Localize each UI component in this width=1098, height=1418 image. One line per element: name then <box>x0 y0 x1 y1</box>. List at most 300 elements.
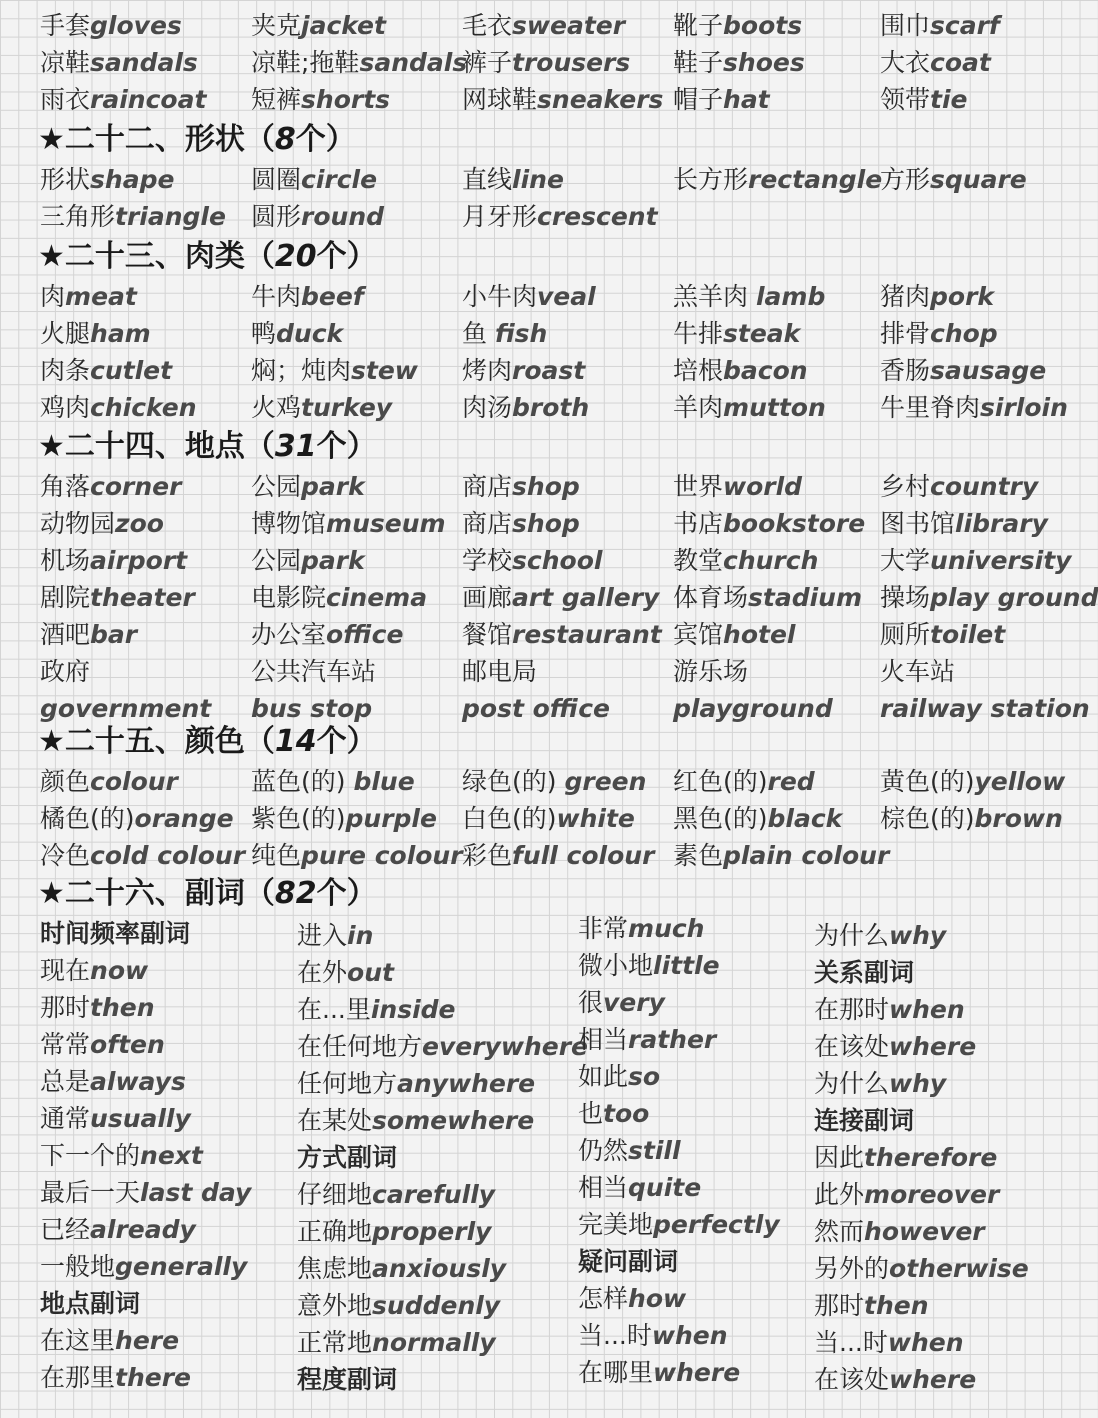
section-title-count: 20 <box>274 239 317 274</box>
english-term: sandals <box>359 48 468 77</box>
vocab-row <box>0 654 1080 690</box>
vocab-row <box>0 506 1080 542</box>
english-term: sandals <box>90 48 198 77</box>
english-term: ham <box>90 319 151 348</box>
vocab-entry <box>40 390 197 426</box>
adverb-entry <box>40 1101 191 1137</box>
english-term: why <box>889 1069 947 1098</box>
chinese-term: 总是 <box>40 1067 91 1096</box>
chinese-term: 商店 <box>462 472 513 501</box>
english-term: quite <box>628 1173 702 1202</box>
vocab-entry <box>673 838 889 874</box>
chinese-term: 小牛肉 <box>462 282 538 311</box>
adverb-entry <box>578 1133 681 1169</box>
chinese-term: 政府 <box>40 657 91 686</box>
english-term: university <box>930 546 1072 575</box>
english-term: chop <box>930 319 998 348</box>
vocab-entry <box>40 617 137 653</box>
english-term: shape <box>90 165 175 194</box>
chinese-term: 在哪里 <box>578 1358 654 1387</box>
vocab-entry <box>880 316 998 352</box>
chinese-term: 相当 <box>578 1173 629 1202</box>
adverb-entry <box>814 1251 1029 1287</box>
chinese-term: 意外地 <box>297 1291 373 1320</box>
english-term: already <box>90 1215 196 1244</box>
chinese-term: 火鸡 <box>251 393 302 422</box>
vocab-row <box>0 316 1080 352</box>
chinese-term: 地点副词 <box>40 1289 141 1318</box>
vocab-entry <box>251 654 376 690</box>
english-term: broth <box>512 393 590 422</box>
vocab-entry <box>673 691 833 727</box>
adverb-entry <box>814 918 946 954</box>
english-term: school <box>512 546 603 575</box>
chinese-term: 在...里 <box>297 995 371 1024</box>
vocab-entry <box>251 506 446 542</box>
adverb-entry <box>814 1362 976 1398</box>
adverb-entry <box>297 1251 506 1287</box>
vocab-entry <box>251 199 384 235</box>
adverb-entry <box>297 918 373 954</box>
adverb-entry <box>297 955 394 991</box>
section-title-prefix: ★二十四、地点（ <box>38 429 275 464</box>
english-term: shorts <box>301 85 391 114</box>
chinese-term: 在那里 <box>40 1363 116 1392</box>
vocab-entry <box>462 82 663 118</box>
english-term: yellow <box>974 767 1066 796</box>
chinese-term: 黑色(的) <box>673 804 768 833</box>
english-term: there <box>115 1363 192 1392</box>
adverb-entry <box>814 1288 929 1324</box>
adverb-entry <box>297 1029 588 1065</box>
vocab-entry <box>40 506 164 542</box>
vocab-entry <box>880 506 1048 542</box>
vocab-entry <box>251 838 463 874</box>
chinese-term: 香肠 <box>880 356 931 385</box>
chinese-term: 非常 <box>578 914 629 943</box>
chinese-term: 焦虑地 <box>297 1254 373 1283</box>
vocab-entry <box>462 691 610 727</box>
english-term: theater <box>90 583 195 612</box>
adverb-entry <box>40 1360 191 1396</box>
vocab-row <box>0 469 1080 505</box>
english-term: bacon <box>723 356 808 385</box>
chinese-term: 肉条 <box>40 356 91 385</box>
english-term: everywhere <box>422 1032 588 1061</box>
chinese-term: 培根 <box>673 356 724 385</box>
english-term: office <box>326 620 404 649</box>
vocab-entry <box>880 543 1071 579</box>
english-term: somewhere <box>372 1106 535 1135</box>
chinese-term: 仔细地 <box>297 1180 373 1209</box>
chinese-term: 时间频率副词 <box>40 919 191 948</box>
chinese-term: 鞋子 <box>673 48 724 77</box>
english-term: suddenly <box>372 1291 501 1320</box>
english-term: why <box>889 921 947 950</box>
vocab-row <box>0 580 1098 616</box>
chinese-term: 公园 <box>251 546 302 575</box>
english-term: sausage <box>930 356 1047 385</box>
english-term: scarf <box>930 11 1000 40</box>
chinese-term: 排骨 <box>880 319 931 348</box>
vocab-entry <box>251 353 418 389</box>
chinese-term: 程度副词 <box>297 1365 398 1394</box>
chinese-term: 公园 <box>251 472 302 501</box>
adverb-entry <box>814 1140 997 1176</box>
vocab-entry <box>40 469 181 505</box>
chinese-term: 肉 <box>40 282 66 311</box>
english-term: steak <box>723 319 801 348</box>
chinese-term: 厕所 <box>880 620 931 649</box>
chinese-term: 世界 <box>673 472 724 501</box>
english-term: beef <box>301 282 364 311</box>
vocab-entry <box>251 543 365 579</box>
chinese-term: 很 <box>578 988 604 1017</box>
english-term: line <box>512 165 564 194</box>
english-term: bar <box>90 620 138 649</box>
english-term: too <box>603 1099 650 1128</box>
chinese-term: 学校 <box>462 546 513 575</box>
chinese-term: 方形 <box>880 165 931 194</box>
vocab-entry <box>673 162 882 198</box>
english-term: sweater <box>512 11 626 40</box>
chinese-term: 毛衣 <box>462 11 513 40</box>
chinese-term: 进入 <box>297 921 348 950</box>
chinese-term: 裤子 <box>462 48 513 77</box>
english-term: generally <box>115 1252 248 1281</box>
english-term: raincoat <box>90 85 207 114</box>
adverb-entry <box>297 992 456 1028</box>
chinese-term: 在该处 <box>814 1365 890 1394</box>
vocab-entry <box>40 45 198 81</box>
chinese-term: 在外 <box>297 958 348 987</box>
section-title-suffix: 个） <box>316 429 377 464</box>
english-term: veal <box>537 282 596 311</box>
vocab-entry <box>673 764 815 800</box>
chinese-term: 商店 <box>462 509 513 538</box>
vocab-entry <box>40 279 137 315</box>
vocab-entry <box>251 8 386 44</box>
chinese-term: 疑问副词 <box>578 1247 679 1276</box>
english-term: meat <box>65 282 137 311</box>
adverb-entry <box>578 985 665 1021</box>
english-term: when <box>651 1321 728 1350</box>
adverb-category-heading <box>40 1286 140 1322</box>
adverb-entry <box>40 1027 165 1063</box>
vocab-entry <box>673 469 802 505</box>
chinese-term: 宾馆 <box>673 620 724 649</box>
section-title <box>38 427 377 467</box>
chinese-term: 博物馆 <box>251 509 327 538</box>
section-title <box>38 874 377 914</box>
chinese-term: 如此 <box>578 1062 629 1091</box>
vocab-entry <box>251 764 415 800</box>
chinese-term: 公共汽车站 <box>251 657 377 686</box>
english-term: cinema <box>326 583 428 612</box>
english-term: shop <box>512 509 580 538</box>
english-term: plain colour <box>723 841 890 870</box>
section-title-prefix: ★二十六、副词（ <box>38 876 275 911</box>
english-term: carefully <box>372 1180 496 1209</box>
english-term: playground <box>673 694 833 723</box>
chinese-term: 然而 <box>814 1217 865 1246</box>
vocab-entry <box>251 45 467 81</box>
english-term: government <box>40 694 212 723</box>
chinese-term: 凉鞋 <box>40 48 91 77</box>
vocab-entry <box>40 801 234 837</box>
chinese-term: 也 <box>578 1099 604 1128</box>
english-term: round <box>301 202 385 231</box>
vocab-entry <box>880 279 994 315</box>
english-term: shop <box>512 472 580 501</box>
english-term: shoes <box>723 48 805 77</box>
chinese-term: 角落 <box>40 472 91 501</box>
english-term: inside <box>370 995 456 1024</box>
english-term: park <box>301 546 365 575</box>
english-term: in <box>347 921 374 950</box>
vocab-entry <box>462 390 589 426</box>
adverb-entry <box>40 1064 186 1100</box>
chinese-term: 鱼 <box>462 319 495 348</box>
english-term: where <box>889 1032 977 1061</box>
chinese-term: 在任何地方 <box>297 1032 423 1061</box>
vocab-entry <box>462 764 646 800</box>
section-title-count: 31 <box>274 429 317 464</box>
chinese-term: 邮电局 <box>462 657 538 686</box>
english-term: boots <box>723 11 803 40</box>
vocab-row <box>0 82 1080 118</box>
section-title-count: 8 <box>274 122 296 157</box>
vocab-entry <box>673 279 825 315</box>
chinese-term: 剧院 <box>40 583 91 612</box>
vocab-entry <box>880 45 991 81</box>
chinese-term: 图书馆 <box>880 509 956 538</box>
english-term: square <box>930 165 1027 194</box>
chinese-term: 现在 <box>40 956 91 985</box>
chinese-term: 鸭 <box>251 319 277 348</box>
english-term: park <box>301 472 365 501</box>
english-term: triangle <box>115 202 226 231</box>
english-term: otherwise <box>889 1254 1029 1283</box>
english-term: next <box>140 1141 203 1170</box>
section-title-count: 14 <box>274 724 317 759</box>
vocab-entry <box>673 8 802 44</box>
chinese-term: 通常 <box>40 1104 91 1133</box>
adverb-entry <box>40 1138 203 1174</box>
english-term: out <box>347 958 394 987</box>
english-term: jacket <box>301 11 386 40</box>
section-title-suffix: 个） <box>316 876 377 911</box>
english-term: museum <box>326 509 446 538</box>
chinese-term: 手套 <box>40 11 91 40</box>
vocab-entry <box>251 82 390 118</box>
chinese-term: 机场 <box>40 546 91 575</box>
chinese-term: 牛肉 <box>251 282 302 311</box>
vocab-entry <box>462 801 635 837</box>
adverb-entry <box>297 1177 495 1213</box>
vocab-row <box>0 45 1080 81</box>
chinese-term: 电影院 <box>251 583 327 612</box>
vocab-entry <box>673 543 818 579</box>
adverb-entry <box>297 1288 500 1324</box>
vocab-entry <box>673 45 805 81</box>
chinese-term: 白色(的) <box>462 804 557 833</box>
english-term: so <box>628 1062 661 1091</box>
chinese-term: 棕色(的) <box>880 804 975 833</box>
chinese-term: 直线 <box>462 165 513 194</box>
chinese-term: 肉汤 <box>462 393 513 422</box>
adverb-category-heading <box>40 916 190 952</box>
adverb-entry <box>578 1022 716 1058</box>
chinese-term: 此外 <box>814 1180 865 1209</box>
adverb-category-heading <box>814 1103 914 1139</box>
english-term: stadium <box>748 583 863 612</box>
adverb-entry <box>40 1175 251 1211</box>
chinese-term: 大衣 <box>880 48 931 77</box>
vocab-entry <box>462 162 564 198</box>
adverb-entry <box>814 1029 976 1065</box>
section-title-suffix: 个） <box>295 122 356 157</box>
vocab-entry <box>673 353 808 389</box>
vocab-entry <box>462 543 602 579</box>
english-term: gloves <box>90 11 182 40</box>
chinese-term: 餐馆 <box>462 620 513 649</box>
vocab-row <box>0 353 1080 389</box>
english-term: black <box>767 804 843 833</box>
adverb-entry <box>297 1103 534 1139</box>
vocab-entry <box>251 162 377 198</box>
vocab-row <box>0 8 1080 44</box>
vocab-entry <box>251 469 365 505</box>
section-title-count: 82 <box>274 876 317 911</box>
chinese-term: 圆形 <box>251 202 302 231</box>
chinese-term: 完美地 <box>578 1210 654 1239</box>
chinese-term: 乡村 <box>880 472 931 501</box>
english-term: trousers <box>512 48 631 77</box>
adverb-entry <box>578 1059 660 1095</box>
english-term: bus stop <box>251 694 373 723</box>
vocab-entry <box>880 764 1065 800</box>
adverb-entry <box>814 1066 946 1102</box>
english-term: library <box>955 509 1048 538</box>
section-title-suffix: 个） <box>316 724 377 759</box>
english-term: toilet <box>930 620 1006 649</box>
english-term: purple <box>345 804 437 833</box>
vocab-entry <box>462 506 580 542</box>
chinese-term: 焖；炖肉 <box>251 356 352 385</box>
vocab-entry <box>40 199 226 235</box>
adverb-entry <box>297 1214 491 1250</box>
vocab-entry <box>462 279 596 315</box>
chinese-term: 靴子 <box>673 11 724 40</box>
english-term: restaurant <box>512 620 662 649</box>
chinese-term: 大学 <box>880 546 931 575</box>
chinese-term: 夹克 <box>251 11 302 40</box>
english-term: anxiously <box>372 1254 507 1283</box>
adverb-entry <box>40 990 155 1026</box>
chinese-term: 怎样 <box>578 1284 629 1313</box>
vocab-entry <box>251 316 343 352</box>
vocab-entry <box>40 353 172 389</box>
vocab-entry <box>251 279 364 315</box>
chinese-term: 形状 <box>40 165 91 194</box>
english-term: where <box>653 1358 741 1387</box>
english-term: full colour <box>512 841 655 870</box>
chinese-term: 微小地 <box>578 951 654 980</box>
english-term: fish <box>494 319 548 348</box>
chinese-term: 另外的 <box>814 1254 890 1283</box>
chinese-term: 在这里 <box>40 1326 116 1355</box>
section-title <box>38 120 356 160</box>
english-term: circle <box>301 165 378 194</box>
chinese-term: 正确地 <box>297 1217 373 1246</box>
chinese-term: 羊肉 <box>673 393 724 422</box>
english-term: art gallery <box>512 583 660 612</box>
english-term: tie <box>930 85 968 114</box>
english-term: white <box>556 804 635 833</box>
vocab-row <box>0 199 1080 235</box>
chinese-term: 圆圈 <box>251 165 302 194</box>
vocab-entry <box>880 82 968 118</box>
adverb-entry <box>578 1207 780 1243</box>
vocab-row <box>0 838 1080 874</box>
vocab-entry <box>40 654 90 690</box>
chinese-term: 仍然 <box>578 1136 629 1165</box>
chinese-term: 在某处 <box>297 1106 373 1135</box>
chinese-term: 在那时 <box>814 995 890 1024</box>
adverb-entry <box>814 1177 999 1213</box>
english-term: duck <box>276 319 344 348</box>
vocab-entry <box>462 617 662 653</box>
vocab-entry <box>673 801 842 837</box>
vocab-entry <box>40 162 174 198</box>
chinese-term: 体育场 <box>673 583 749 612</box>
chinese-term: 画廊 <box>462 583 513 612</box>
adverb-category-heading <box>814 955 914 991</box>
section-title <box>38 237 377 277</box>
english-term: cold colour <box>90 841 246 870</box>
english-term: where <box>889 1365 977 1394</box>
vocab-entry <box>880 801 1063 837</box>
english-term: cutlet <box>90 356 173 385</box>
chinese-term: 那时 <box>40 993 91 1022</box>
adverb-entry <box>578 1096 649 1132</box>
english-term: perfectly <box>653 1210 780 1239</box>
english-term: turkey <box>301 393 393 422</box>
english-term: coat <box>930 48 991 77</box>
vocab-entry <box>40 8 182 44</box>
vocab-entry <box>40 764 178 800</box>
chinese-term: 黄色(的) <box>880 767 975 796</box>
adverb-entry <box>814 992 965 1028</box>
adverb-entry <box>578 1355 740 1391</box>
chinese-term: 羔羊肉 <box>673 282 756 311</box>
english-term: little <box>653 951 720 980</box>
vocab-entry <box>673 580 862 616</box>
english-term: therefore <box>864 1143 998 1172</box>
adverb-entry <box>297 1325 496 1361</box>
vocab-row <box>0 279 1080 315</box>
vocab-entry <box>462 45 630 81</box>
chinese-term: 月牙形 <box>462 202 538 231</box>
english-term: bookstore <box>723 509 866 538</box>
english-term: lamb <box>755 282 826 311</box>
chinese-term: 橘色(的) <box>40 804 135 833</box>
adverb-entry <box>40 953 148 989</box>
chinese-term: 最后一天 <box>40 1178 141 1207</box>
vocab-entry <box>40 82 206 118</box>
vocab-entry <box>462 353 585 389</box>
